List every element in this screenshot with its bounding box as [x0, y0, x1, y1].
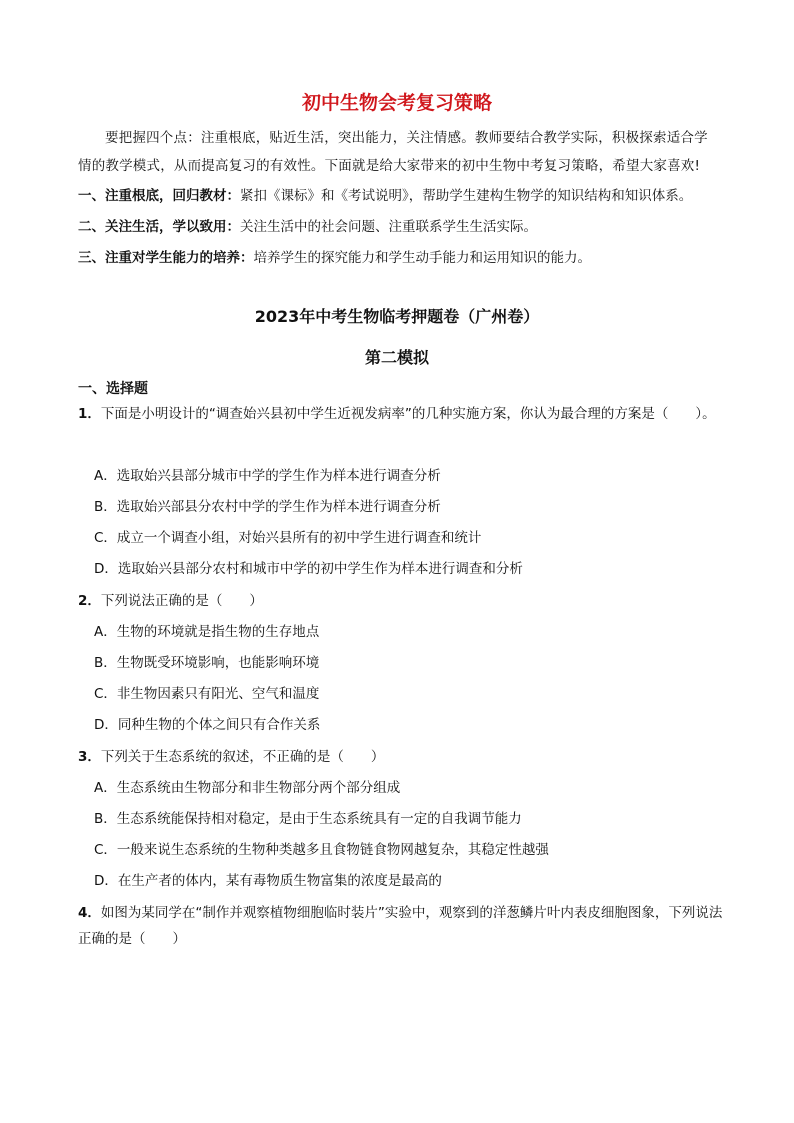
question-number: 1． — [78, 406, 101, 422]
question-text: 下列关于生态系统的叙述，不正确的是（ ） — [100, 749, 385, 765]
question-text: 下面是小明设计的“调查始兴县初中学生近视发病率”的几种实施方案，你认为最合理的方案是（ ）。 — [100, 406, 716, 422]
strategy-point-3 — [78, 248, 728, 268]
question-text: 下列说法正确的是（ ） — [100, 593, 263, 609]
question-3-option-d: D．在生产者的体内，某有毒物质生物富集的浓度是最高的 — [94, 873, 442, 889]
question-2-option-c: C．非生物因素只有阳光、空气和温度 — [94, 686, 320, 702]
question-number: 3． — [78, 749, 101, 765]
strategy-point-label: 一、注重根底，回归教材： — [78, 188, 240, 204]
strategy-point-text: 紧扣《课标》和《考试说明》，帮助学生建构生物学的知识结构和知识体系。 — [240, 188, 693, 204]
question-4 — [78, 900, 728, 952]
question-1-option-a: A．选取始兴县部分城市中学的学生作为样本进行调查分析 — [94, 468, 441, 484]
question-2-option-d: D．同种生物的个体之间只有合作关系 — [94, 717, 321, 733]
strategy-point-text: 关注生活中的社会问题、注重联系学生生活实际。 — [240, 219, 537, 235]
question-1-option-c: C．成立一个调查小组，对始兴县所有的初中学生进行调查和统计 — [94, 530, 482, 546]
section-heading: 一、选择题 — [78, 381, 148, 397]
question-3-option-b: B．生态系统能保持相对稳定，是由于生态系统具有一定的自我调节能力 — [94, 811, 522, 827]
question-3 — [78, 744, 728, 770]
question-1 — [78, 401, 728, 427]
strategy-point-2 — [78, 217, 728, 237]
question-1-option-d: D．选取始兴县部分农村和城市中学的初中学生作为样本进行调查和分析 — [94, 561, 523, 577]
strategy-point-label: 二、关注生活，学以致用： — [78, 219, 240, 235]
question-text: 如图为某同学在“制作并观察植物细胞临时装片”实验中，观察到的洋葱鳞片叶内表皮细胞图象，下列说法正确的是（ ） — [78, 905, 723, 947]
question-2-option-b: B．生物既受环境影响，也能影响环境 — [94, 655, 320, 671]
question-3-option-c: C．一般来说生态系统的生物种类越多且食物链食物网越复杂，其稳定性越强 — [94, 842, 549, 858]
question-number: 2． — [78, 593, 101, 609]
exam-title: 2023年中考生物临考押题卷（广州卷） — [254, 307, 540, 326]
strategy-point-1 — [78, 186, 728, 206]
question-number: 4． — [78, 905, 101, 921]
question-2-option-a: A．生物的环境就是指生物的生存地点 — [94, 624, 320, 640]
question-3-option-a: A．生态系统由生物部分和非生物部分两个部分组成 — [94, 780, 401, 796]
question-1-option-b: B．选取始兴部县分农村中学的学生作为样本进行调查分析 — [94, 499, 441, 515]
question-2 — [78, 588, 728, 614]
strategy-point-label: 三、注重对学生能力的培养： — [78, 250, 254, 266]
strategy-point-text: 培养学生的探究能力和学生动手能力和运用知识的能力。 — [253, 250, 591, 266]
intro-paragraph: 要把握四个点：注重根底，贴近生活，突出能力，关注情感。教师要结合教学实际，积极探索适合学情的教学模式，从而提高复习的有效性。下面就是给大家带来的初中生物中考复习策略，希望大家喜欢! — [78, 130, 708, 174]
document-title: 初中生物会考复习策略 — [301, 92, 492, 114]
exam-subtitle: 第二模拟 — [364, 348, 429, 367]
